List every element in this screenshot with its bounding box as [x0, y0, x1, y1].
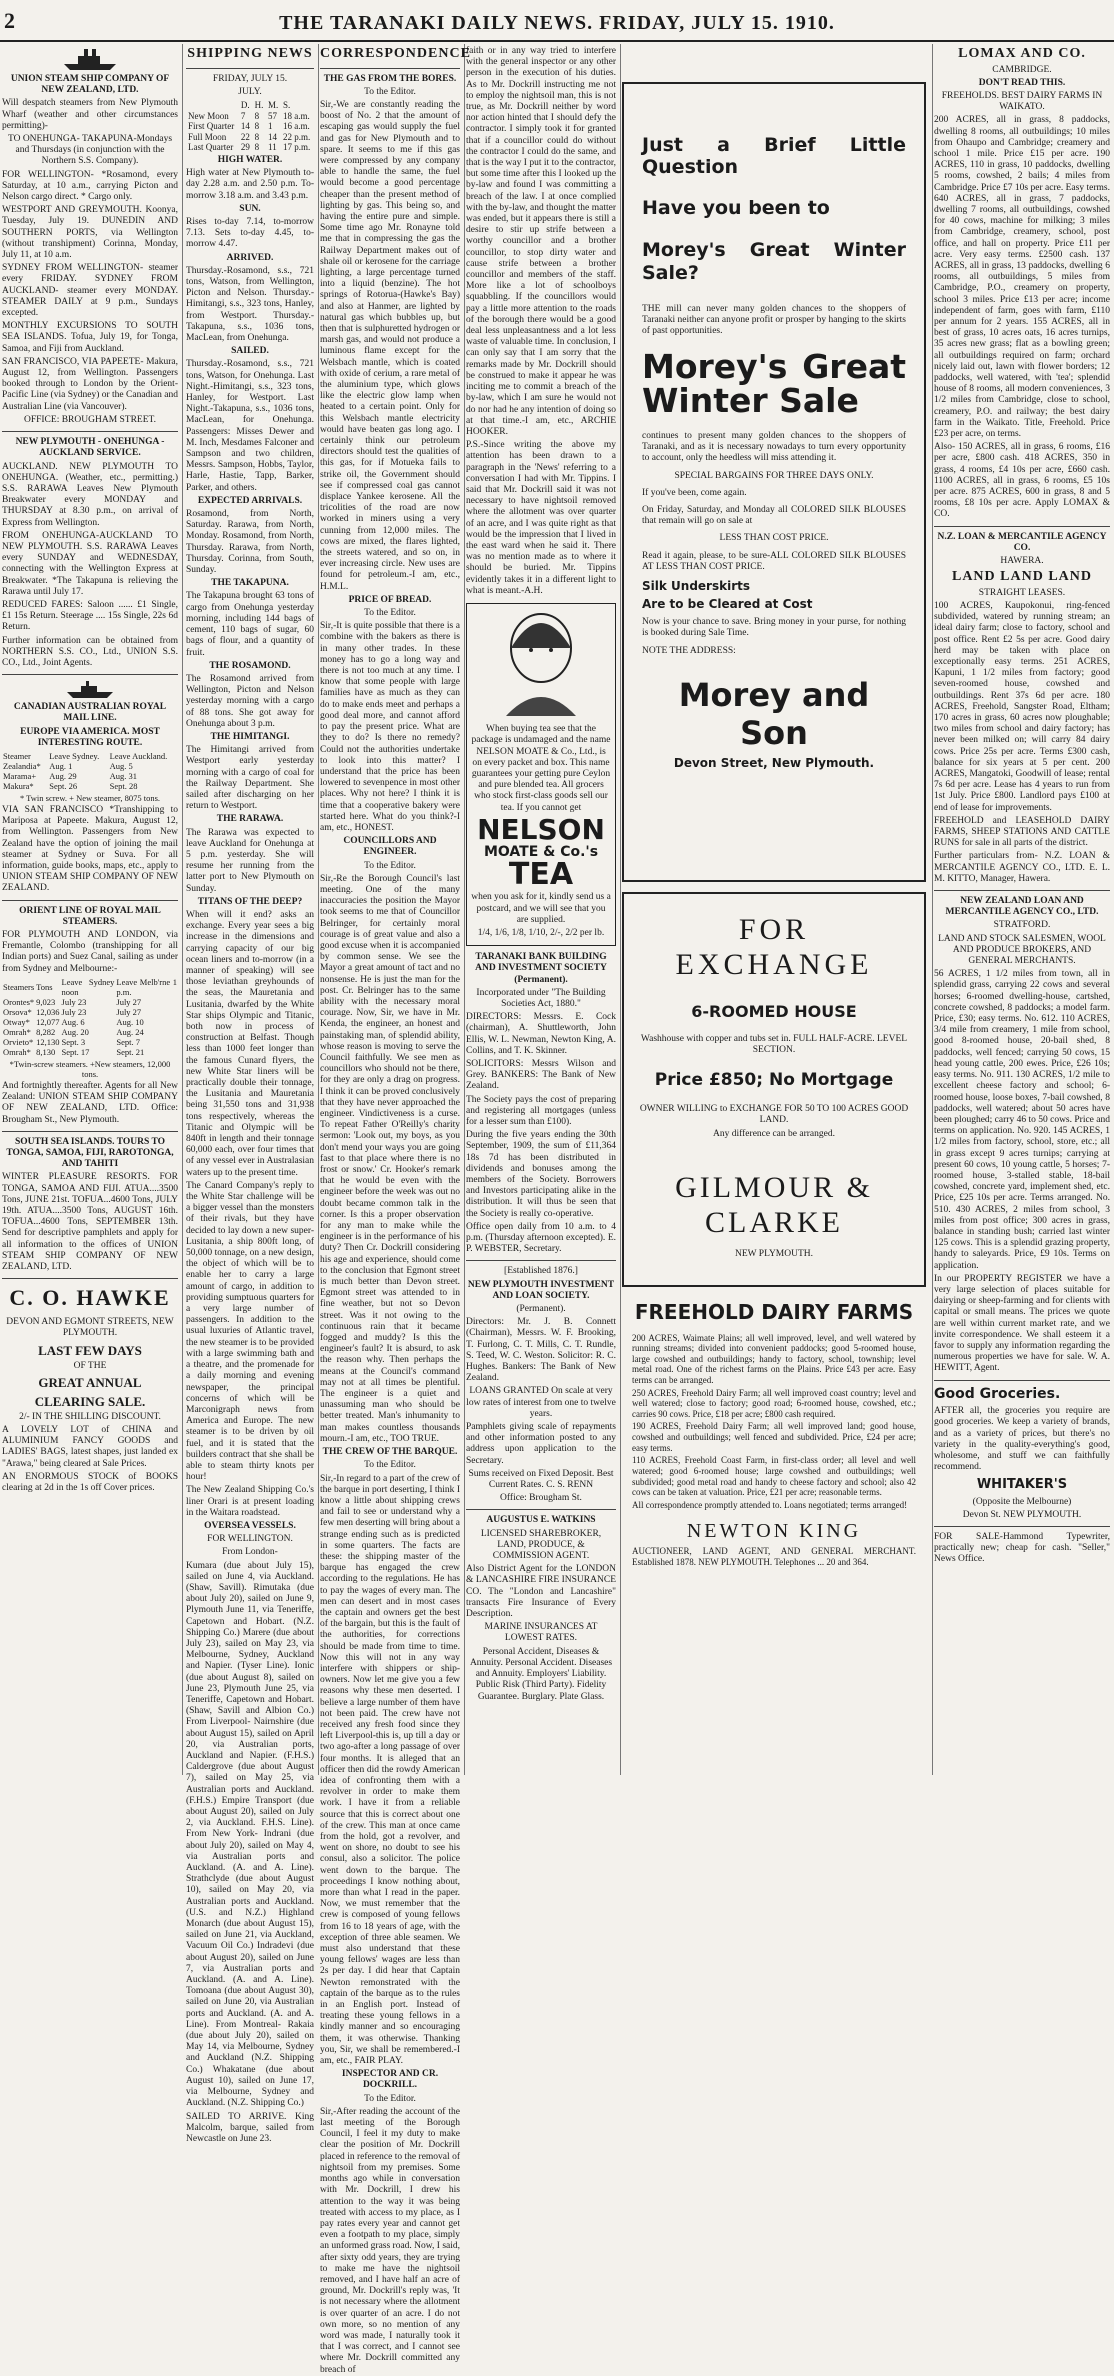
table-cell: Sept. 28 — [109, 781, 138, 792]
ad-question-1: Just a Brief Little Question — [642, 134, 906, 179]
shipping-date: FRIDAY, JULY 15. — [212, 73, 288, 84]
via-sf: VIA SAN FRANCISCO *Transhipping to Mariposa at Papeete. Makura, August 12, from Wellington. Passengers from New Zealand have the option of joining the mail steamer at Sydney or Suva. For all information, guide books, maps, etc., apply to UNION STEAM SHIP COMPANY OF NEW ZEALAND. — [2, 805, 178, 894]
gas-letter: Sir,-We are constantly reading the boost of No. 2 that the amount of escaping gas would supply the fuel and gas for New Plymouth and to spare. It seems to me if this gas were compressed by any company able to handle the same, the fuel would become a good percentage cheaper than the present method of lighting by gas. This being so, and having the entire pure and simple. Some time ago Mr. Ronayne told me that in compressing the gas the Railway Department makes out of shale oil or kerosene for the carriage lighting, a large percentage turned into a liquid (benzine). The hot springs of Rotorua-(Hawke's Bay) and also at Hanmer, are lighted by natural gas which bubbles up, but then that is sulphuretted hydrogen or marsh gas, and would not produce a luminous flame except for the Welsbach mantle, which is coated with oxide of cerium, a rare metal of the aluminium type, which glows like the electric glow lamp when heated to a certain point. Only for this Welsbach mantle electricity would have beaten gas long ago. I certainly think our petroleum directors should test the qualities of this gas, for if Motueka fails to strike oil, the Government should see if compressed coal gas cannot displace Yankee kerosene. All the tricolities of the road are now worked in miners using a very cunning from 12,000 miles. The cows are mixed, the flares lighted, the streets watered, and so on, in ever increasing circle. New uses are found for petroleum.-I am, etc., H.M.L. — [320, 99, 460, 592]
table-header: Tons — [36, 981, 53, 992]
dairy-farms-ad — [622, 1295, 926, 1573]
list-item: 190 ACRES, Freehold Dairy Farm; all well improved land; good house, cowshed and outbuildings; well fenced and subdivided. Price, £24 per acre; easy terms. — [632, 1421, 916, 1453]
table-cell: Sept. 7 — [116, 1036, 141, 1047]
crew-heading: THE CREW OF THE BARQUE. — [322, 1447, 458, 1458]
table-header: Leave Sydney noon — [61, 976, 115, 997]
table-cell: 14 — [268, 131, 278, 142]
sums: Sums received on Fixed Deposit. Best Current Rates. C. S. RENN — [468, 1468, 614, 1491]
dairy-farms-title: FREEHOLD DAIRY FARMS — [634, 1300, 914, 1324]
lomax-farms: 200 ACRES, all in grass, 8 paddocks, dwelling 8 rooms, all outbuildings; 10 miles from Ohaupo and Cambridge; creamery and school 1 mile. Price £15 per acre. 190 ACRES, 110 in grass, 10 paddocks, dwelling 5 rooms, cowshed, 2 bails; 4 miles from Cambridge. Price £7 10s per acre. Easy terms. 640 ACRES, all in grass, 7 paddocks, dwelling 7 rooms, all outbuildings, cowshed for 40 cows, machine for milking; 3 miles from Cambridge, creamery, school, post office, and hall on property. Price £11 per acre. Very easy terms. £2500 cash. 137 ACRES, all in grass, 13 paddocks, dwelling 6 rooms, all outbuildings, 5 miles from Cambridge, P.O., creamery on property, school 3 miles. Price £13 per acre; income independent of farm, goes with farm, £110 per annum for 2 years. 155 ACRES, all in best of grass, 10 acres oats, 16 acres turnips, 35 acres new grass; flat as a bowling green; all outbuildings required on farm; orchard nicely laid out, lawn with flower borders; 12 paddocks, well watered, with 'tea'; splendid house of 8 rooms, all modern conveniences, 3 1/2 miles from Cambridge, close to school, creamery, P.O. and railway; the best dairy farm in the Waikato. Title, Freehold. Price £23 per acre, on terms. — [934, 115, 1110, 440]
lomax-also: Also- 150 ACRES, all in grass, 6 rooms, £16 per acre, £800 cash. 418 ACRES, 350 in grass, 4 rooms, £4 10s per acre, £660 cash. 1100 ACRES, all in grass, 6 rooms, £5 10s per acre. 875 ACRES, 600 in grass, 8 and 5 rooms, £8 10s per acre. Apply LOMAX & CO. — [934, 442, 1110, 520]
washhouse: Washhouse with copper and tubs set in. FULL HALF-ACRE. LEVEL SECTION. — [640, 1033, 908, 1055]
bread-letter: Sir,-It is quite possible that there is a combine with the bakers as there is in many other trades. In these money has to go a long way and there is not too much at any time. I know that some people with large families have as much as they can do to make ends meet and perhaps a good deal more, and cannot afford to pay the present price. What are they to do? Is there no remedy? Could not the authorities undertake to look into this matter? I understand that the price has been lowered to sevenpence in most other places. Why not here? I think it is time that a cooperative bakery were started here. What do you think?-I am, etc., HONEST. — [320, 621, 460, 833]
ad-text-2: continues to present many golden chances to the shoppers of Taranaki, and as it is necessary nowadays to turn every opportunity to account, only the heedless will miss attending it. — [642, 430, 906, 464]
table-header — [186, 100, 239, 111]
councillors-letter: Sir,-Re the Borough Council's last meeting. One of the many inaccuracies the position the Mayor took seems to me that of Councillor Belringer, for certainly moral courage is of great value and also a good excuse when it is accompanied by common sense. We see the Mayor a great amount of tact and no nonsense. He is just the man for the post. Cr. Belringer has to the same ability with the necessary moral courage. Now, Sir, we have in Mr. Kenda, the engineer, an honest and painstaking man, of splendid ability, whose reason is moving to serve the Council faithfully. We see men as councillors who should not be there, for they are only a drag on progress. I think it can be proved conclusively that they have never approached the engineer. Vindictiveness is a curse. To repeat Father O'Reilly's charity sermon: 'Look out, my boys, as you don't mend your ways you are going fast to that place where there is no frost or snow.' Cr. Hooker's remark that he would be even with the engineer before the week was out no doubt became common talk in the corner. Is this a proper observation for any man to make while the engineer is in the performance of his duty? Then Cr. Dockrill considering his age and experience, should come to the conclusion that Egmont street is much better than Devon street. Egmont street was attended to in fine weather, but not so Devon street. Was it not owing to the continuous rain that it became fogged and muddy? Is this the engineer's fault? It is absurd, to ask the reason why. Then perhaps the means at the Council's command may not at all times be plentiful. The engineer is a quiet and unassuming man who should be better treated. Man's inhumanity to man makes countless thousands mourn.-I am, etc., TOO TRUE. — [320, 873, 460, 1444]
table-cell: 7 — [240, 110, 246, 121]
postscript: P.S.-Since writing the above my attention has been drawn to a paragraph in the 'News' referring to a conversation I had with Mr. Tippins. I said that Mr. Dockrill said it was not necessary to have nightsoil removed where the allotment was over quarter of an acre, and I was quite right as that would be the impression that I lived in the east ward when he said it. There was no mention made as to where it should be buried. Mr. Tippins evidently takes it in a different light to what is meant.-A.H. — [466, 440, 616, 596]
freehold-leasehold: FREEHOLD and LEASEHOLD DAIRY FARMS, SHEEP STATIONS AND CATTLE RUNS for sale in all parts of the district. — [934, 815, 1110, 849]
read-again: Read it again, please, to be sure-ALL COLORED SILK BLOUSES AT LESS THAN COST PRICE. — [642, 550, 906, 572]
table-cell: 12,077 — [36, 1016, 60, 1027]
table-cell: Omrah* — [3, 1026, 31, 1037]
union-intro: Will despatch steamers from New Plymouth Wharf (weather and other circumstances permitting)- — [2, 98, 178, 131]
freeholds: FREEHOLDS. BEST DAIRY FARMS IN WAIKATO. — [941, 90, 1103, 113]
rosamond-heading: THE ROSAMOND. — [209, 660, 291, 671]
table-cell: Full Moon — [188, 131, 227, 142]
stratford-farms: 56 ACRES, 1 1/2 miles from town, all in splendid grass, carrying 22 cows and several horses; 6-roomed dwelling-house, cartshed, concrete cowshed, 8 paddocks; a model farm. Price, £30; easy terms. No. 612. 110 ACRES, 3/4 mile from creamery, 1 mile from school, good 8-roomed house, 20-bail shed, 8 paddocks, well fenced; carrying 50 cows, 15 head young cattle, 200 ewes. Price, £26 10s; easy terms. No. 911. 130 ACRES, 1/2 mile to excellent cheese factory and school; 6-roomed house, loose boxes, 7-bail cowshed, 8 paddocks, well watered; about 50 acres have been ploughed; carry 46 to 50 cows. Price and terms on application. No. 920. 145 ACRES, 1 1/2 miles from factory, school, store, etc.; all in grass except 9 acres turnips; carrying at present 60 cows, 10 young cattle, 5 horses; 7-roomed house, 3-stalled stable, 18-bail cowshed, concrete yard, implement shed, etc. Price, £25 10s per acre. Terms arranged. No. 510. 430 ACRES, 2 miles from school, 3 miles from post office; 300 acres in grass, balance in standing bush; carried last winter 125 cows. This is a splendid grazing property, handy to saleyards. Price, £9 10s. Terms on application. — [934, 969, 1110, 1271]
table-cell: Otway* — [3, 1016, 30, 1027]
table-cell: 8 — [254, 142, 260, 153]
canadian-note: * Twin screw. + New steamer, 8075 tons. — [19, 793, 161, 804]
councillors-heading: COUNCILLORS AND ENGINEER. — [343, 836, 437, 858]
note-address: NOTE THE ADDRESS: — [642, 645, 736, 656]
list-item: 200 ACRES, Waimate Plains; all well improved, level, and well watered by running streams; divided into convenient paddocks; good 5-roomed house, large cowshed and outbuildings; handy to factory, school, township; level metal road. One of the richest farms on the Plains. Price £43 per acre. Easy terms can be arranged. — [632, 1332, 916, 1386]
nelson-tea-ad — [466, 603, 616, 946]
table-cell: Orontes* — [3, 996, 35, 1007]
onehunga-text: TO ONEHUNGA- TAKAPUNA-Mondays and Thursdays (in conjunction with the Northern S.S. Company). — [7, 134, 173, 167]
morey-sale-ad — [622, 82, 926, 882]
canadian-header: CANADIAN AUSTRALIAN ROYAL MAIL LINE. — [13, 702, 167, 724]
takapuna-heading: THE TAKAPUNA. — [211, 578, 289, 589]
devon-st: Devon St. NEW PLYMOUTH. — [962, 1509, 1082, 1520]
moon-phases-table — [186, 100, 314, 153]
table-cell: Sept. 17 — [61, 1047, 90, 1057]
to-editor: To the Editor. — [364, 860, 416, 871]
san-francisco-text: SAN FRANCISCO, VIA PAPEETE- Makura, August 12, from Wellington. Passengers booked through to London by the Orient-Pacific Line (via Sydney) or the Canadian and Australian Line (via Vancouver). — [2, 356, 178, 412]
sailed: Thursday.-Rosamond, s.s., 721 tons, Watson, for Onehunga. Last Night.-Himitangi, s.s., 323 tons, Hanley, for Westport. Last Night.-Takapuna, s.s., 1036 tons, MacLean, for Onehunga. Passengers: Misses Dewer and M. Inch, Mesdames Falconer and Sampson and two children, Messrs. Sampson, Hobbs, Taylor, Harle, Hastie, Tapp, Barker, Parker, and others. — [186, 359, 314, 493]
silk-underskirts: Silk Underskirts — [642, 578, 750, 593]
nelson-brand: NELSON — [477, 812, 605, 846]
table-header: M. — [268, 99, 279, 110]
divider — [2, 674, 178, 675]
page-number: 2 — [4, 8, 15, 33]
table-cell: Aug. 1 — [49, 760, 73, 771]
table-cell: Sept. 3 — [61, 1036, 86, 1047]
table-header: Leave Sydney. — [49, 750, 100, 761]
letter-continued: faith or in any way tried to interfere with the general inspector or any other person in the execution of his duties. As to Mr. Dockrill instructing me not to employ the nightsoil man, this is not true, as Mr. Dockrill neither by word nor action hinted that I should defy the contractor. I simply took it for granted that if a councillor could do without the contractor I could do the same, and that is the way I put it to the contractor, but some time after this I looked up the by-law and found I was committing a breach of the law. I at once complied with the by-law, and thought the matter was ended, but it appears there is still a desire to stir up strife between a worthy councillor and a brother councillor, to stop dirty water and cause strife between a brother councillor and members of the staff. More like a lot of schoolboys squabbling. If the councillors would pay a little more attention to the roads of the borough there would be a good deal less unpleasantness and a lot less waste of valuable time. In conclusion, I can only say that I am sorry that the remarks made by Mr. Dockrill should be construed to make it appear he was inciting me to commit a breach of the by-law, which I am sure he would not do nor had he any intention of doing so at that time.-I am, etc., ARCHIE HOOKER. — [466, 46, 616, 437]
divider — [934, 890, 1110, 891]
nelson-tea: TEA — [508, 857, 574, 893]
to-editor: To the Editor. — [364, 1460, 416, 1471]
table-cell: 14 — [240, 121, 250, 132]
exchange-title: FOR EXCHANGE — [675, 913, 873, 982]
table-cell: 9,023 — [36, 996, 56, 1007]
ad-title: Morey's Great Winter Sale — [642, 346, 906, 421]
table-cell: 8,282 — [36, 1026, 56, 1037]
table-cell: 12,130 — [36, 1036, 60, 1047]
divider — [466, 1260, 616, 1261]
society: The Society pays the cost of preparing and registering all mortgages (unless for a lesser sum than £100). — [466, 1094, 616, 1127]
from-london: From London- — [222, 1547, 278, 1558]
newton-king: NEWTON KING — [686, 1520, 862, 1543]
directors: DIRECTORS: Messrs. E. Cock (chairman), A. Shuttleworth, John Ellis, W. L. Newman, Newton King, A. Collins, and T. K. Skinner. — [466, 1012, 616, 1056]
from-onehunga: FROM ONEHUNGA-AUCKLAND TO NEW PLYMOUTH. S.S. RARAWA Leaves every SUNDAY and WEDNESDAY, connecting with the Wellington Express at Breakwater. *The Takapuna is relieving the Rarawa until July 17. — [2, 530, 178, 597]
takapuna: The Takapuna brought 63 tons of cargo from Onehunga yesterday morning, including 144 bags of cement, 110 bags of sugar, 60 bags of flour, and a quantity of fruit. — [186, 591, 314, 658]
hawke-header: C. O. HAWKE — [9, 1285, 171, 1311]
table-cell: Makura* — [3, 781, 34, 792]
list-item: 250 ACRES, Freehold Dairy Farm; all well improved coast country; level and well watered; close to factory; good road; 6-roomed house, cowshed, etc.; carries 90 cows. Price, £18 per acre; £800 cash required. — [632, 1387, 916, 1419]
excursions-text: MONTHLY EXCURSIONS TO SOUTH SEA ISLANDS. Tofua, July 19, for Tonga, Samoa, and Fiji from Auckland. — [2, 321, 178, 354]
table-cell: July 27 — [116, 1006, 142, 1017]
orient-schedule — [2, 977, 178, 1057]
house-heading: 6-ROOMED HOUSE — [691, 1001, 857, 1021]
table-cell: 57 — [268, 110, 278, 121]
special-bargains: SPECIAL BARGAINS FOR THREE DAYS ONLY. — [674, 470, 874, 481]
table-cell: Omrah* — [3, 1047, 31, 1057]
table-cell: 8,130 — [36, 1047, 56, 1057]
hawera: HAWERA. — [1000, 556, 1044, 567]
groceries-text: AFTER all, the groceries you require are good groceries. We keep a variety of brands, and as a variety of prices, but there's no variety in the quality-everything's good, wholesome, and stuff we can faithfully recommend. — [934, 1406, 1110, 1473]
table-row — [2, 761, 178, 771]
good-groceries: Good Groceries. — [934, 1385, 1061, 1402]
watkins-sub: LICENSED SHAREBROKER, LAND, PRODUCE, & COMMISSION AGENT. — [480, 1528, 602, 1562]
cambridge: CAMBRIDGE. — [992, 64, 1052, 75]
table-cell: 17 p.m. — [283, 142, 311, 153]
table-header: Leave Auckland. — [109, 750, 168, 761]
cleared-at-cost: Are to be Cleared at Cost — [642, 597, 813, 612]
himitangi: The Himitangi arrived from Westport early yesterday morning with a cargo of coal for the Railway Department. She sailed after discharging on her return to Westport. — [186, 745, 314, 812]
divider — [2, 900, 178, 901]
watkins-header: AUGUSTUS E. WATKINS — [486, 1515, 596, 1526]
solicitors: SOLICITORS: Messrs Wilson and Grey. BANKERS: The Bank of New Zealand. — [466, 1058, 616, 1092]
table-cell: Last Quarter — [188, 142, 234, 153]
table-cell: Orsova* — [3, 1006, 32, 1017]
column-shipping-ads — [2, 44, 183, 1775]
union-header: UNION STEAM SHIP COMPANY OF NEW ZEALAND, LTD. — [10, 74, 170, 96]
straight-leases: STRAIGHT LEASES. — [978, 587, 1066, 598]
to-editor: To the Editor. — [364, 86, 416, 97]
to-editor: To the Editor. — [364, 608, 416, 619]
table-row — [186, 142, 314, 153]
steamship-icon — [65, 680, 115, 700]
table-cell: 18 a.m. — [283, 110, 310, 121]
morey-address: Devon Street, New Plymouth. — [673, 756, 875, 771]
table-row — [2, 997, 178, 1007]
colored-blouses: On Friday, Saturday, and Monday all COLORED SILK BLOUSES that remain will go on sale at — [642, 504, 906, 527]
gc-location: NEW PLYMOUTH. — [734, 1248, 814, 1259]
steamship-icon — [60, 46, 120, 72]
table-cell: Aug. 5 — [109, 760, 133, 771]
orient-agents: And fortnightly thereafter. Agents for all New Zealand: UNION STEAM SHIP COMPANY OF NEW ZEALAND, LTD. Office: Brougham St., New Plymouth. — [2, 1081, 178, 1125]
particulars: Further particulars from- N.Z. LOAN & MERCANTILE AGENCY CO., LTD. E. L. M. KITTO, Manager, Hawera. — [934, 851, 1110, 884]
gas-heading: THE GAS FROM THE BORES. — [323, 73, 457, 84]
masthead — [0, 0, 1114, 42]
table-header: Steamers — [3, 981, 35, 992]
table-cell: Marama+ — [3, 771, 37, 781]
stratford: STRATFORD. — [993, 920, 1051, 931]
orient-note: *Twin-screw steamers. +New steamers, 12,000 tons. — [9, 1059, 171, 1080]
table-cell: Aug. 31 — [109, 771, 138, 781]
established: [Established 1876.] — [504, 1266, 578, 1277]
column-correspondence — [320, 44, 471, 2375]
whitaker-header: WHITAKER'S — [976, 1477, 1068, 1493]
table-row — [186, 132, 314, 143]
investment-directors: Directors: Mr. J. B. Connett (Chairman), Messrs. W. F. Brooking, T. Furlong, C. T. Mills, C. T. Rundle, S. Teed, W. C. Weston. Solicitor: R. C. Hughes. Bankers: The Bank of New Zealand. — [466, 1317, 616, 1384]
now-chance: Now is your chance to save. Bring money in your purse, for nothing is booked during Sale Time. — [642, 617, 906, 639]
table-cell: July 23 — [61, 1006, 87, 1017]
clearing-sale: CLEARING SALE. — [34, 1393, 146, 1409]
plymouth-body: AUCKLAND. NEW PLYMOUTH TO ONEHUNGA. (Weather, etc., permitting.) S.S. RARAWA Leaves New Plymouth Breakwater every MONDAY and THURSDAY at 8.30 p.m., on arrival of Express from Wellington. — [2, 461, 178, 528]
column-shipping-news — [186, 44, 319, 2144]
morey-signature: Morey and Son — [678, 675, 870, 752]
books-stock: AN ENORMOUS STOCK of BOOKS clearing at 2d in the 1s off Cover prices. — [2, 1471, 178, 1494]
europe-header: EUROPE VIA AMERICA. MOST INTERESTING ROUTE. — [20, 726, 160, 748]
table-cell: Aug. 20 — [61, 1026, 89, 1037]
expected: Rosamond, from North, Saturday. Rarawa, from North, Monday. Rosamond, from North, Thursday. Rarawa, from North, Thursday. Corinna, from South, Sunday. — [186, 509, 314, 576]
nzla-header: NEW ZEALAND LOAN AND MERCANTILE AGENCY CO., LTD. — [945, 896, 1099, 918]
table-header: S. — [283, 99, 291, 110]
newton-king-sub: AUCTIONEER, LAND AGENT, AND GENERAL MERCHANT. Established 1878. NEW PLYMOUTH. Telephones ... 20 and 364. — [632, 1545, 916, 1567]
table-cell: 12,036 — [36, 1006, 60, 1017]
divider — [2, 431, 178, 432]
northern-agents: Further information can be obtained from NORTHERN S.S. CO., Ltd., UNION S.S. CO., Ltd., Joint Agents. — [2, 635, 178, 668]
list-item: 110 ACRES, Freehold Coast Farm, in first-class order; all level and well watered; good 6-roomed house; large cowshed and outbuildings; well subdivided; good metal road and handy to cheese factory and school; also 42 cows can be taken at valuation. Price, £21 per acre; reasonable terms. — [632, 1455, 916, 1498]
typewriter: FOR SALE-Hammond Typewriter, practically new; cheap for cash. "Seller," News Office. — [934, 1532, 1110, 1565]
ad-text-1: THE mill can never many golden chances to the shoppers of Taranaki neither can anyone profit or prosper by hanging to the skirts of past opportunities. — [642, 304, 906, 337]
exchange-ad — [622, 892, 926, 1287]
land-stock: LAND AND STOCK SALESMEN, WOOL AND PRODUCE BROKERS, AND GENERAL MERCHANTS. — [938, 933, 1106, 967]
table-cell: 22 — [240, 131, 250, 142]
rarawa-heading: THE RARAWA. — [216, 814, 284, 825]
incorporated: Incorporated under "The Building Societies Act, 1880." — [476, 987, 606, 1009]
month-label: JULY. — [238, 86, 262, 97]
inspector-heading: INSPECTOR AND CR. DOCKRILL. — [341, 2069, 439, 2091]
table-cell: Aug. 29 — [49, 771, 77, 781]
rarawa: The Rarawa was expected to leave Auckland for Onehunga at 5 p.m. yesterday. She will resume her running from the latter port to New Plymouth on Sunday. — [186, 827, 314, 894]
leases: 100 ACRES, Kaupokonui, ring-fenced subdivided, watered by running stream; an ideal dairy farm; close to factory, school and post office. Rent £2 5s per acre. Good dairy herd may be taken with place on exceptionally easy terms. 251 ACRES, Kapuni, 1 1/2 miles from factory; good seven-roomed house, cowshed and outbuildings. Rent 37s 6d per acre. 180 ACRES, Freehold, Sangster Road, Eltham; 170 acres in grass, 60 acres now ploughable; two miles from school and dairy factory; has never been milked on; will carry 84 dairy cows. Price 25s per acre. Terms £300 cash, balance for six years at 5 per cent. 200 ACRES, Mangatoki, Goodwill of lease; rental 7s 6d per acre. Lease has 4 years to run from 1st July. Price £800. Landlord pays £100 at end of lease for improvements. — [934, 600, 1110, 813]
nelson-moate: MOATE & Co.'s — [483, 843, 599, 860]
brougham-office: Office: Brougham St. — [500, 1493, 582, 1504]
loans: LOANS GRANTED On scale at very low rates of interest from one to twelve years. — [466, 1386, 616, 1419]
divider — [934, 526, 1110, 527]
column-land-ads — [934, 44, 1110, 1775]
sun-heading: SUN. — [239, 203, 261, 214]
ad-question-3: Morey's Great Winter Sale? — [642, 239, 906, 284]
ad-question-2: Have you been to — [642, 196, 830, 219]
table-cell: Aug. 10 — [116, 1016, 144, 1027]
column-continued-ads — [466, 44, 621, 1775]
new-zealand-shipping: The New Zealand Shipping Co.'s liner Orari is at present loading in the Waitara roadstead. — [186, 1485, 314, 1518]
table-row — [186, 121, 314, 132]
table-header: Steamer — [3, 750, 31, 761]
nelson-prices: 1/4, 1/6, 1/8, 1/10, 2/-, 2/2 per lb. — [477, 927, 605, 938]
arrived-heading: ARRIVED. — [226, 252, 274, 263]
table-cell: 8 — [254, 110, 260, 121]
watkins-body: Also District Agent for the LONDON & LANCASHIRE FIRE INSURANCE CO. The "London and Lancashire" transacts Fire Insurance of Every Description. — [466, 1564, 616, 1620]
table-row — [2, 1017, 178, 1027]
correspondence-note: All correspondence promptly attended to. Loans negotiated; terms arranged! — [632, 1499, 908, 1510]
of-the: OF THE — [73, 1360, 107, 1371]
five-years: During the five years ending the 30th September, 1909, the sum of £11,364 18s 7d has been distributed in dividends and bonuses among the members of the Society. Borrowers and Investors participating alike in the distribution. It will thus be seen that the Society is really co-operative. — [466, 1130, 616, 1219]
shipping-news-heading: SHIPPING NEWS — [187, 46, 313, 61]
property-register: In our PROPERTY REGISTER we have a very large selection of places suitable for dairying or sheep-farming and for clients with capital or small means. The prices we quote are well within current market rate, and we invite correspondence. We shall esteem it a favor to supply any information regarding the numerous properties we have for sale. W. A. HEWITT, Agent. — [934, 1273, 1110, 1374]
table-cell: July 23 — [61, 996, 87, 1007]
table-header: H. — [254, 99, 264, 110]
table-row — [2, 1007, 178, 1017]
opposite: (Opposite the Melbourne) — [972, 1496, 1072, 1507]
table-row — [2, 1037, 178, 1047]
high-water: High water at New Plymouth to-day 2.28 a.m. and 2.50 p.m. To-morrow 3.18 a.m. and 3.43 p.m. — [186, 168, 314, 201]
difference: Any difference can be arranged. — [713, 1128, 835, 1139]
table-row — [186, 111, 314, 122]
table-row — [2, 1047, 178, 1057]
high-water-heading: HIGH WATER. — [217, 154, 283, 165]
bread-heading: PRICE OF BREAD. — [348, 594, 432, 605]
titans-heading: TITANS OF THE DEEP? — [197, 896, 303, 907]
table-cell: 8 — [254, 131, 260, 142]
if-you: If you've been, come again. — [642, 487, 747, 498]
table-cell: 1 — [268, 121, 273, 132]
nz-loan-header: N.Z. LOAN & MERCANTILE AGENCY CO. — [937, 531, 1107, 553]
vessels: Kumara (due about July 15), sailed on June 4, via Auckland. (Shaw, Savill). Rimutaka (due about July 20), sailed on June 9, Plymouth June 11, via Teneriffe, Capetown and Hobart. (N.Z. Shipping Co.) Marere (due about July 23), sailed on May 23, via Melbourne, Sydney, Auckland and Napier. (Tyser Line). Ionic (due about August 8), sailed on June 23, Plymouth June 25, via Teneriffe, Capetown and Hobart. (Shaw, Savill and Albion Co.) From Liverpool- Nairnshire (due about August 15), sailed on April 20, via Australian ports, Auckland and Napier. (F.H.S.) Caldergrove (due about August 7), sailed on May 25, via Australian ports and Auckland. (F.H.S.) Empire Transport (due about August 20), sailed on July 2, via Auckland. F.H.S. Line). From New York- Indrani (due about July 20), sailed on May 4, via Australian ports and Auckland. (A. and A. Line). Strathclyde (due about August 10), sailed on May 20, via Australian ports and Auckland. (U.S. and N.Z.) Highland Monarch (due about August 15), sailed on June 21, via Auckland, Vacuum Oil Co.) Indradevi (due about August 20), sailed on June 7, via Australian ports and Auckland. (A. and A. Line). Tomoana (due about August 30), sailed on June 20, via Australian ports and Auckland. (A. and A. Line). From Montreal- Rakaia (due about July 20), sailed on May 14, via Melbourne, Sydney and Auckland (N.Z. Shipping Co.) Whakatane (due about August 10), sailed on June 17, via Melbourne, Sydney and Auckland. (N.Z. Shipping Co.) — [186, 1560, 314, 2109]
to-editor: To the Editor. — [364, 2093, 416, 2104]
nelson-when: When buying tea see that the package is undamaged and the name NELSON MOATE & Co., Ltd., is on every packet and box. This name guarantees your getting pure Ceylon and pure blended tea. All grocers who stock first-class goods sell our tea. If you cannot get — [471, 724, 611, 813]
china-goods: A LOVELY LOT of CHINA and ALUMINIUM FANCY GOODS and LADIES' BAGS, latest shapes, just landed ex "Arawa," being cleared at Sale Prices. — [2, 1425, 178, 1469]
correspondence-heading: CORRESPONDENCE — [320, 46, 471, 61]
table-cell: Orvieto* — [3, 1036, 34, 1047]
office-open: Office open daily from 10 a.m. to 4 p.m. (Thursday afternoon excepted). E. P. WEBSTER, Secretary. — [466, 1221, 616, 1255]
discount: 2/- IN THE SHILLING DISCOUNT. — [19, 1411, 161, 1422]
table-cell: Sept. 21 — [116, 1047, 145, 1057]
sun: Rises to-day 7.14, to-morrow 7.13. Sets to-day 4.45, to-morrow 4.47. — [186, 216, 314, 250]
table-cell: Aug. 24 — [116, 1026, 144, 1037]
table-header: Leave Melb'rne 1 p.m. — [116, 976, 177, 997]
table-cell: Zealandia* — [3, 760, 41, 771]
lady-illustration-icon — [481, 608, 601, 718]
plymouth-header: NEW PLYMOUTH - ONEHUNGA - AUCKLAND SERVICE. — [15, 437, 165, 459]
last-few-days: LAST FEW DAYS — [38, 1342, 142, 1358]
owner-willing: OWNER WILLING to EXCHANGE FOR 50 TO 100 ACRES GOOD LAND. — [639, 1104, 909, 1126]
orient-header: ORIENT LINE OF ROYAL MAIL STEAMERS. — [19, 905, 161, 927]
crew-letter: Sir,-In regard to a part of the crew of the barque in port deserting, I think I know a little about shipping crews and fail to see or understand why a few men deserting will bring about a strange ending such as is predicted in some quarters. The facts are these: the shipping master of the barque has engaged the crew according to the regulations. He has to pay the wages of every man. The men can desert and in most cases the captain and owners get the best of the bargain, but this is the fault of the authorities, for corrections should be made from time to time. Now this will not in any way interfere with shippers or ship-owners. Now let me give you a few reasons why these men deserted. I believe a large number of them have not been paid. The crew have not received any fresh food since they left Liverpool-this is, up till a day or two ago-after a long passage of over four months. It is alleged that an officer then did the rowdy American idea of confronting them with a revolver in order to make them work. I have it from a reliable source that this is correct about one of the crew. This man at once came from the hold, got a revolver, and went on shore, no doubt to see his consul, also a solicitor. The police went down to the barque. The proceedings I know nothing about, more than what I read in the paper. Now, we must remember that the crew is composed of young fellows from 16 to 18 years of age, with the exception of three able seamen. We must also understand that these young fellows' wages are less than 2s per day. I did hear that Captain Newton remonstrated with the captain of the barque as to the rules in an English port. Instead of treating these young fellows in a kindly manner and so encouraging them, it was otherwise. Thanking you, Sir, we shall be remembered.-I am, etc., FAIR PLAY. — [320, 1473, 460, 2067]
house-price: Price £850; No Mortgage — [654, 1070, 894, 1091]
expected-heading: EXPECTED ARRIVALS. — [197, 495, 303, 506]
gilmour-clarke: GILMOUR & CLARKE — [675, 1170, 873, 1240]
table-row — [2, 1027, 178, 1037]
divider — [934, 1380, 1110, 1381]
table-cell: 11 — [268, 142, 277, 153]
table-row — [2, 781, 178, 791]
arrived: Thursday.-Rosamond, s.s., 721 tons, Watson, from Wellington, Picton and Nelson. Thursday.-Himitangi, s.s., 323 tons, Hanley, from Westport. Thursday.-Takapuna, s.s., 1036 tons, MacLean, from Onehunga. — [186, 265, 314, 344]
canard: The Canard Company's reply to the White Star challenge will be a bigger vessel than the monsters of their rivals, but they have decided to lay down a new super-Lusitania, a ship 800ft long, of 50,000 tonnage, on a new design, the object of which will be to enable her to carry a large amount of cargo, in addition to providing sumptuous quarters for a very large number of passengers. In addition to the usual luxuries of Atlantic travel, the new steamer is to be provided with a large swimming bath and a theatre, and the promenade for a daily morning and evening newspaper, the principal concerns of which will be Marconigraph news from America and Europe. The new steamer is to be driven by oil fuel, and it is stated that the builders contract that she shall be able to steam thirty knots per hour! — [186, 1180, 314, 1483]
pamphlets: Pamphlets giving scale of repayments and other information posted to any address upon application to the Secretary. — [466, 1422, 616, 1466]
table-cell: First Quarter — [188, 121, 235, 132]
table-cell: 22 p.m. — [283, 131, 311, 142]
himitangi-heading: THE HIMITANGI. — [210, 731, 290, 742]
wellington-text: FOR WELLINGTON- *Rosamond, every Saturday, at 10 a.m., carrying Picton and Nelson cargo direct. * Cargo only. — [2, 169, 178, 203]
table-cell: Aug. 6 — [61, 1016, 85, 1027]
building-society-header: TARANAKI BANK BUILDING AND INVESTMENT SOCIETY (Permanent). — [475, 952, 607, 985]
inspector-letter: Sir,-After reading the account of the last meeting of the Borough Council, I feel it my duty to make clear the position of Mr. Dockrill placed in reference to the removal of nightsoil from my premises. Some months ago while in conversation with Mr. Dockrill, I drew his attention to the way it was being treated with access to my place, as I pay rates every year and cannot get even a footpath to my place, simply an unformed grass road. Now, I said, after sixty odd years, they are trying to make me have the nightsoil removed, and I have half an acre of ground, Mr. Dockrill's reply was, 'It is not necessary where the allotment is over quarter of an acre. I do not own more, so no mention of any word was made, I naturally took it that I was correct, and I cannot see where Mr. Dockrill committed any breach of — [320, 2106, 460, 2375]
table-cell: Sept. 26 — [49, 781, 78, 792]
canadian-schedule — [2, 751, 178, 791]
newspaper-title: THE TARANAKI DAILY NEWS. FRIDAY, JULY 15. 1910. — [279, 12, 835, 34]
titans: When will it end? asks an exchange. Every year sees a big increase in the dimensions and carrying capacity of our big ocean liners and to-morrow (in a manner of speaking) will see those leviathan greyhounds of the seas, the Mauretania and Lusitania, dwarfed by the White Star ships Olympic and Titanic, both now in process of construction at Belfast. Though less than 1000 feet longer than the famous Cunard flyers, the new White Star liners will be practically double their tonnage, the Lusitania and Mauretania being 31,550 tons and 31,938 tons respectively, whereas the Titanic and Olympic will be 840ft in length and their tonnage 60,000 each, over four times that of any vessel ever in Australasian waters up to the present time. — [186, 909, 314, 1178]
divider — [2, 1131, 178, 1132]
oversea-heading: OVERSEA VESSELS. — [204, 1520, 296, 1531]
dont-read: DON'T READ THIS. — [978, 77, 1066, 88]
divider — [2, 1278, 178, 1279]
sydney-text: SYDNEY FROM WELLINGTON- steamer every FRIDAY. SYDNEY FROM AUCKLAND- steamer every MONDAY. STEAMER DAILY at 9 p.m., Sundays excepted. — [2, 263, 178, 319]
investment-header: NEW PLYMOUTH INVESTMENT AND LOAN SOCIETY. — [467, 1279, 615, 1301]
table-cell: 16 a.m. — [283, 121, 310, 132]
column-display-ads — [622, 44, 933, 1775]
table-header: D. — [240, 99, 250, 110]
table-cell: 29 — [240, 142, 250, 153]
table-cell: 8 — [254, 121, 260, 132]
table-cell: July 27 — [116, 996, 142, 1007]
rosamond: The Rosamond arrived from Wellington, Picton and Nelson yesterday morning with a cargo of 88 tons. She got away for Onehunga about 3 p.m. — [186, 673, 314, 729]
divider — [466, 1509, 616, 1510]
marine: MARINE INSURANCES AT LOWEST RATES. — [484, 1622, 598, 1644]
great-annual: GREAT ANNUAL — [38, 1375, 142, 1391]
less-than-cost: LESS THAN COST PRICE. — [719, 533, 829, 544]
nelson-ask: when you ask for it, kindly send us a postcard, and we will see that you are supplied. — [471, 892, 611, 925]
personal: Personal Accident, Diseases & Annuity. Personal Accident. Diseases and Annuity. Employers' Liability. Public Risk (Third Party). Fidelity Guarantee. Burglary. Plate Glass. — [469, 1646, 613, 1702]
land-heading: LAND LAND LAND — [951, 569, 1092, 585]
winter-resorts: WINTER PLEASURE RESORTS. FOR TONGA, SAMOA AND FIJI. ATUA....3500 Tons, JUNE 21st. TOFUA...4600 Tons, JULY 19th. ATUA....3500 Tons, AUGUST 16th. TOFUA...4600 Tons, SEPTEMBER 13th. Send for descriptive pamphlets and apply for all information to the offices of UNION STEAM SHIP COMPANY OF NEW ZEALAND, LTD. — [2, 1172, 178, 1273]
south-sea-header: SOUTH SEA ISLANDS. TOURS TO TONGA, SAMOA, FIJI, RAROTONGA, AND TAHITI — [6, 1136, 174, 1170]
permanent: (Permanent). — [516, 1304, 566, 1314]
divider — [934, 1526, 1110, 1527]
divider — [186, 68, 314, 69]
orient-body: FOR PLYMOUTH AND LONDON, via Fremantle, Colombo (transhipping for all Indian ports) and Suez Canal, sailing as under from Sydney and Melbourne:- — [2, 930, 178, 974]
table-cell: New Moon — [188, 110, 229, 121]
sailed-to-arrive: SAILED TO ARRIVE. King Malcolm, barque, sailed from Newcastle on June 23. — [186, 2111, 314, 2144]
table-row — [2, 771, 178, 781]
divider — [320, 68, 460, 69]
sailed-heading: SAILED. — [231, 346, 269, 357]
fares: REDUCED FARES: Saloon ...... £1 Single, £1 15s Return. Steerage .... 15s Single, 22s 6d Return. — [2, 599, 178, 633]
union-office: OFFICE: BROUGHAM STREET. — [23, 414, 157, 425]
for-wellington: FOR WELLINGTON. — [207, 1534, 293, 1545]
hawke-address: DEVON AND EGMONT STREETS, NEW PLYMOUTH. — [6, 1317, 174, 1339]
lomax-header: LOMAX AND CO. — [958, 46, 1086, 61]
westport-text: WESTPORT AND GREYMOUTH. Koonya, Tuesday, July 19. DUNEDIN AND SOUTHERN PORTS, via Wellington (without transhipment) Corinna, Monday, July 11, at 10 a.m. — [2, 205, 178, 261]
